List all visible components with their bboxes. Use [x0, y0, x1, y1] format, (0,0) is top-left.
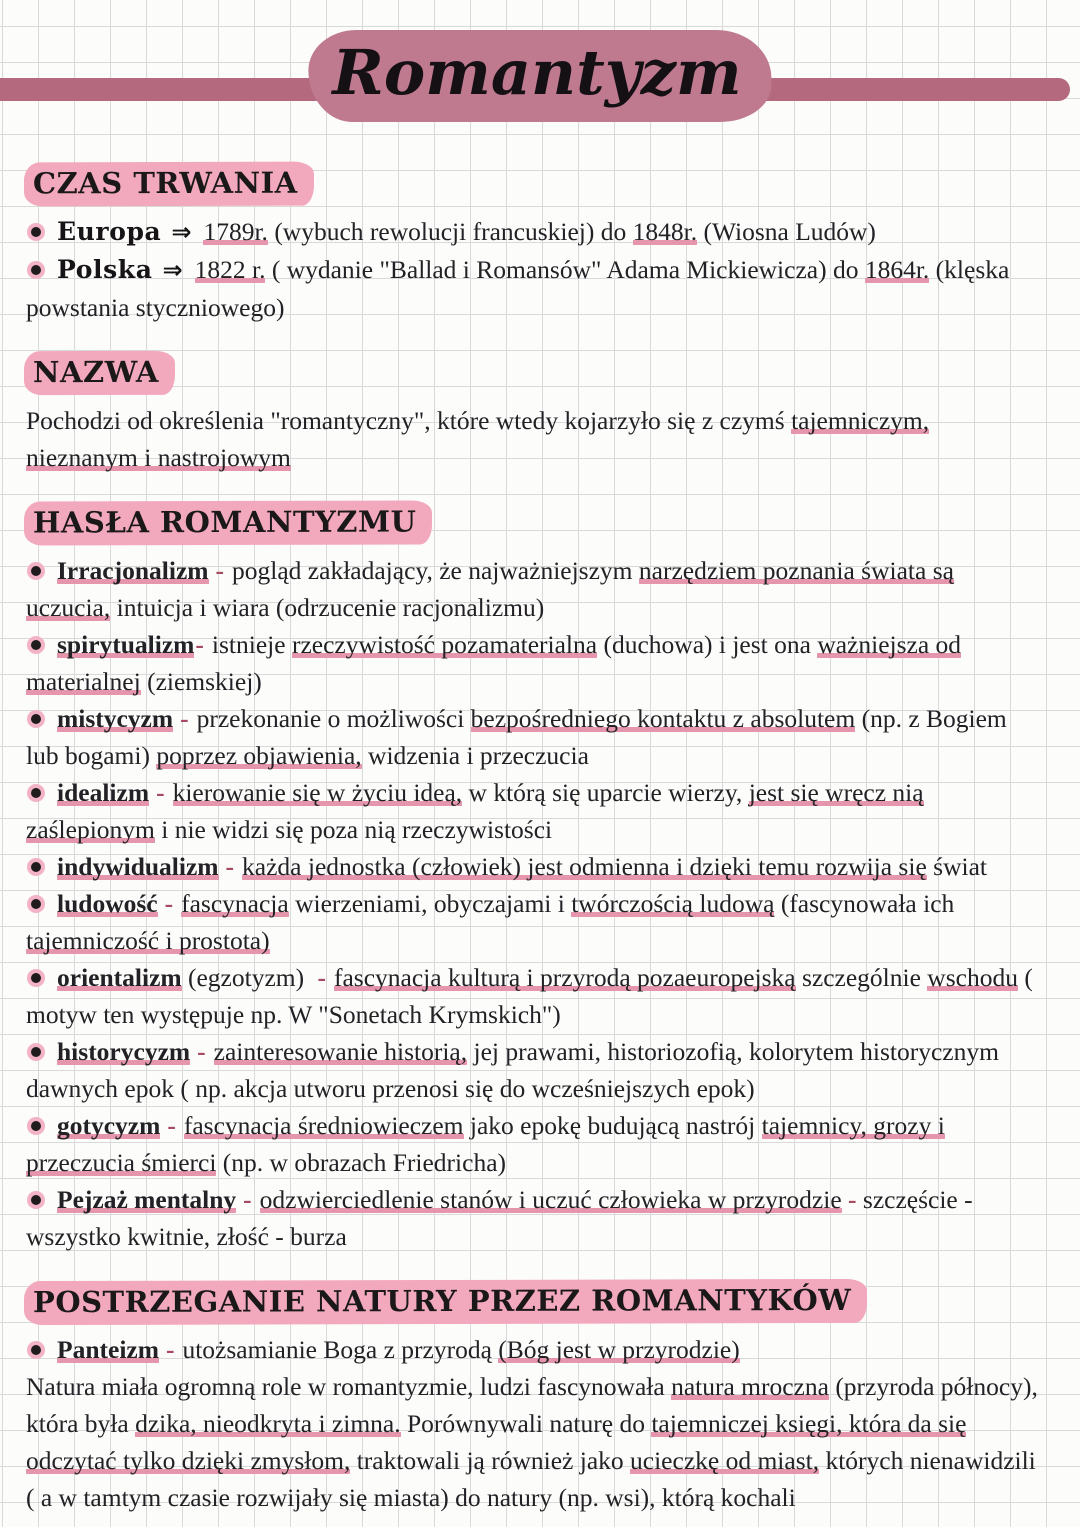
title-band: [0, 0, 1080, 160]
section-heading: [24, 501, 1044, 545]
term-label: idealizm: [57, 778, 150, 807]
bullet-item: [26, 1033, 1044, 1107]
section-heading-highlight: POSTRZEGANIE NATURY PRZEZ ROMANTYKÓW: [24, 1279, 867, 1325]
dash-separator: -: [197, 1037, 206, 1066]
bullet-item: [26, 774, 1044, 848]
dash-separator: -: [225, 852, 235, 881]
bullet-item: [26, 1331, 1044, 1368]
text-segment: szczególnie: [795, 963, 928, 992]
bullet-icon: [31, 1047, 41, 1057]
bullet-icon: [31, 973, 41, 983]
bullet-icon: [31, 640, 41, 650]
bullet-icon: [31, 1121, 41, 1131]
text-segment: ucieczkę od miast,: [630, 1446, 820, 1475]
bullet-icon: [31, 227, 41, 237]
dash-separator: -: [164, 889, 174, 918]
text-segment: twórczością ludową: [571, 889, 775, 918]
text-segment: Porównywali naturę do: [400, 1409, 652, 1438]
text-segment: (fascynowała ich: [774, 889, 955, 918]
text-segment: (ziemskiej): [140, 667, 262, 696]
term-label: Pejzaż mentalny: [57, 1185, 237, 1214]
section-czas-trwania: [26, 162, 1044, 326]
bullet-icon: [31, 1195, 41, 1205]
text-segment: tajemniczym, nieznanym i nastrojowym: [26, 406, 930, 472]
section-heading: [24, 351, 1044, 395]
term-label: gotycyzm: [57, 1111, 161, 1140]
text-segment: intuicja i wiara (odrzucenie racjonalizmu): [110, 593, 545, 622]
dash-separator: -: [195, 630, 204, 659]
bullet-item: [26, 552, 1044, 626]
bullet-icon: [31, 899, 41, 909]
text-segment: w którą się uparcie wierzy,: [462, 778, 749, 807]
bullet-item: [26, 1181, 1044, 1255]
text-segment: ważniejsza od materialnej: [26, 630, 962, 696]
bullet-item: [26, 885, 1044, 959]
paragraph: [26, 1368, 1044, 1516]
text-segment: 1848r.: [632, 217, 698, 246]
text-segment: odzwierciedlenie stanów i uczuć człowieka w przyrodzie: [259, 1185, 842, 1214]
text-segment: widzenia i przeczucia: [361, 741, 589, 770]
term-label: historycyzm: [57, 1037, 191, 1066]
page-title: Romantyzm: [308, 30, 771, 122]
text-segment: ( motyw ten występuje np. W "Sonetach Krymskich"): [26, 963, 1033, 1029]
text-segment: wierzeniami, obyczajami i: [288, 889, 572, 918]
text-segment: tajemniczość i prostota): [26, 926, 270, 955]
text-segment: 1864r.: [864, 255, 930, 284]
dash-separator: -: [180, 704, 189, 733]
section-postrzeganie-natury-przez-romantyków: [26, 1280, 1044, 1516]
section-heading-highlight: NAZWA: [24, 351, 175, 395]
section-heading-highlight: CZAS TRWANIA: [24, 162, 314, 207]
dash-separator: -: [165, 1335, 175, 1364]
text-segment: (Bóg jest w przyrodzie): [498, 1335, 740, 1364]
term-label: Polska: [57, 255, 153, 284]
text-segment: traktowali ją również jako: [350, 1446, 631, 1475]
text-segment: zainteresowanie historią,: [213, 1037, 468, 1066]
section-heading-highlight: HASŁA ROMANTYZMU: [24, 500, 432, 545]
text-segment: istnieje: [211, 630, 292, 659]
term-label: spirytualizm: [57, 630, 195, 659]
text-segment: (np. z Bogiem lub bogami): [26, 704, 1007, 770]
text-segment: rzeczywistość pozamaterialna: [291, 630, 598, 659]
text-segment: których nienawidzili ( a w tamtym czasie rozwijały się miasta) do natury (np. wsi), którą kochali: [26, 1446, 1036, 1512]
text-segment: ( wydanie "Ballad i Romansów" Adama Mickiewicza) do: [265, 255, 865, 284]
notes-content: [0, 162, 1080, 1527]
dash-separator: -: [317, 963, 326, 992]
text-segment: 1789r.: [203, 217, 268, 246]
text-segment: utożsamianie Boga z przyrodą: [182, 1335, 499, 1364]
text-segment: wschodu: [927, 963, 1018, 992]
dash-separator: -: [215, 556, 225, 585]
arrow-icon: ⇒: [171, 218, 192, 246]
text-segment: fascynacja średniowieczem: [183, 1111, 464, 1140]
section-nazwa: [26, 351, 1044, 476]
bullet-item: [26, 1107, 1044, 1181]
text-segment: natura mroczna: [671, 1372, 829, 1401]
term-label: ludowość: [57, 889, 158, 918]
term-label: Panteizm: [57, 1335, 159, 1364]
text-segment: przekonanie o możliwości: [196, 704, 471, 733]
text-segment: 1822 r.: [194, 255, 266, 284]
term-label: Europa: [57, 217, 162, 246]
section-hasła-romantyzmu: [26, 501, 1044, 1255]
text-segment: pogląd zakładający, że najważniejszym: [232, 556, 639, 585]
bullet-icon: [31, 1345, 41, 1355]
text-segment: jej prawami, historiozofią, kolorytem historycznym dawnych epok ( np. akcja utworu przenosi się do wcześniejszych epok): [26, 1037, 999, 1103]
bullet-item: [26, 626, 1044, 700]
text-segment: (przyroda północy), która była: [26, 1372, 1038, 1438]
text-segment: dzika, nieodkryta i zimna.: [135, 1409, 401, 1438]
bullet-item: [26, 251, 1044, 326]
text-segment: każda jednostka (człowiek) jest odmienna i dzięki temu rozwija się: [242, 852, 927, 881]
text-segment: tajemnicy, grozy i przeczucia śmierci: [26, 1111, 945, 1177]
text-segment: -: [848, 1185, 857, 1214]
bullet-item: [26, 848, 1044, 885]
text-segment: (duchowa) i jest ona: [597, 630, 818, 659]
term-label: mistycyzm: [57, 704, 174, 733]
text-segment: narzędziem poznania świata są uczucia,: [26, 556, 954, 622]
dash-separator: -: [167, 1111, 176, 1140]
bullet-icon: [31, 265, 41, 275]
bullet-icon: [31, 862, 41, 872]
bullet-icon: [31, 714, 41, 724]
text-segment: jest się wręcz nią zaślepionym: [26, 778, 924, 844]
text-segment: świat: [926, 852, 987, 881]
text-segment: poprzez objawienia,: [156, 741, 362, 770]
text-segment: i nie widzi się poza nią rzeczywistości: [154, 815, 553, 844]
arrow-icon: ⇒: [162, 256, 183, 284]
text-segment: jako epokę budującą nastrój: [463, 1111, 762, 1140]
text-segment: Natura miała ogromną role w romantyzmie, ludzi fascynowała: [26, 1372, 672, 1401]
text-segment: szczęście - wszystko kwitnie, złość - burza: [26, 1185, 973, 1251]
term-label: Irracjonalizm: [57, 556, 209, 585]
text-segment: (klęska powstania styczniowego): [26, 255, 1010, 322]
bullet-item: [26, 959, 1044, 1033]
paragraph: [26, 402, 1044, 476]
text-segment: Pochodzi od określenia "romantyczny", które wtedy kojarzyło się z czymś: [26, 406, 792, 435]
bullet-item: [26, 700, 1044, 774]
text-segment: kierowanie się w życiu ideą,: [172, 778, 463, 807]
section-heading: [24, 162, 1044, 206]
text-segment: tajemniczej księgi, która da się odczytać tylko dzięki zmysłom,: [26, 1409, 967, 1475]
term-label: orientalizm: [57, 963, 182, 992]
term-suffix: (egzotyzm): [181, 963, 311, 992]
section-heading: [24, 1280, 1044, 1324]
bullet-item: [26, 213, 1044, 251]
text-segment: (np. w obrazach Friedricha): [216, 1148, 506, 1177]
text-segment: bezpośredniego kontaktu z absolutem: [470, 704, 856, 733]
text-segment: fascynacja kulturą i przyrodą pozaeuropejską: [333, 963, 796, 992]
bullet-icon: [31, 566, 41, 576]
text-segment: (wybuch rewolucji francuskiej) do: [267, 217, 633, 246]
bullet-icon: [31, 788, 41, 798]
text-segment: (Wiosna Ludów): [697, 217, 876, 246]
dash-separator: -: [156, 778, 165, 807]
term-label: indywidualizm: [57, 852, 219, 881]
text-segment: fascynacja: [181, 889, 289, 918]
dash-separator: -: [243, 1185, 252, 1214]
